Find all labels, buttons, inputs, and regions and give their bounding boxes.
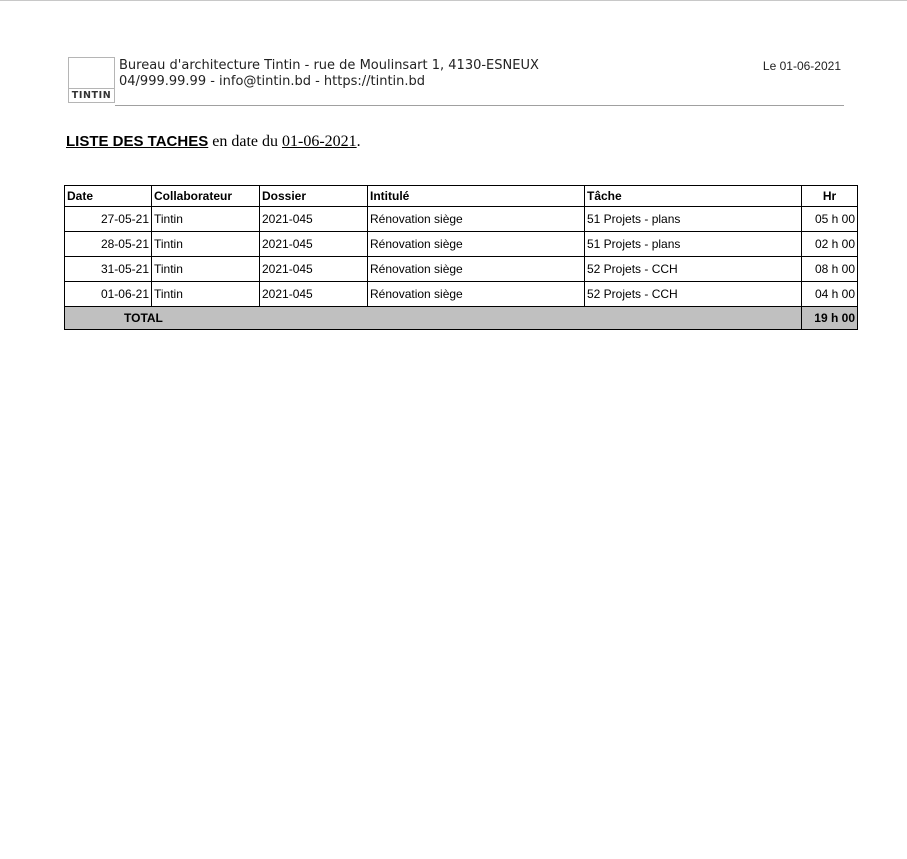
cell-tache: 51 Projets - plans xyxy=(585,207,802,232)
table-row xyxy=(65,257,858,282)
cell-hours: 02 h 00 xyxy=(802,232,858,257)
logo-text: TINTIN xyxy=(69,88,114,102)
cell-intitule: Rénovation siège xyxy=(368,232,585,257)
cell-intitule: Rénovation siège xyxy=(368,207,585,232)
total-row xyxy=(65,307,858,330)
total-hours: 19 h 00 xyxy=(802,307,858,330)
company-contact: 04/999.99.99 - info@tintin.bd - https://tintin.bd xyxy=(119,74,426,89)
cell-dossier: 2021-045 xyxy=(260,282,368,307)
title-end: . xyxy=(356,133,361,150)
title-middle: en date du xyxy=(208,133,282,150)
column-header-intitule: Intitulé xyxy=(368,186,585,207)
column-header-hr: Hr xyxy=(802,186,858,207)
cell-hours: 05 h 00 xyxy=(802,207,858,232)
cell-hours: 08 h 00 xyxy=(802,257,858,282)
cell-dossier: 2021-045 xyxy=(260,257,368,282)
top-border xyxy=(0,0,907,1)
cell-tache: 51 Projets - plans xyxy=(585,232,802,257)
table-header-row xyxy=(65,186,858,207)
cell-collaborateur: Tintin xyxy=(152,207,260,232)
cell-intitule: Rénovation siège xyxy=(368,282,585,307)
title-heading: LISTE DES TACHES xyxy=(66,133,209,150)
column-header-collaborateur: Collaborateur xyxy=(152,186,260,207)
table-row xyxy=(65,282,858,307)
cell-tache: 52 Projets - CCH xyxy=(585,257,802,282)
cell-date: 28-05-21 xyxy=(65,232,152,257)
cell-date: 31-05-21 xyxy=(65,257,152,282)
cell-date: 01-06-21 xyxy=(65,282,152,307)
title-date: 01-06-2021 xyxy=(282,133,357,150)
total-label: TOTAL xyxy=(65,307,802,330)
cell-hours: 04 h 00 xyxy=(802,282,858,307)
page-title xyxy=(66,132,361,152)
cell-dossier: 2021-045 xyxy=(260,232,368,257)
cell-collaborateur: Tintin xyxy=(152,257,260,282)
cell-dossier: 2021-045 xyxy=(260,207,368,232)
cell-intitule: Rénovation siège xyxy=(368,257,585,282)
cell-tache: 52 Projets - CCH xyxy=(585,282,802,307)
cell-date: 27-05-21 xyxy=(65,207,152,232)
table-row xyxy=(65,232,858,257)
tasks-table xyxy=(64,185,858,330)
cell-collaborateur: Tintin xyxy=(152,282,260,307)
column-header-dossier: Dossier xyxy=(260,186,368,207)
header-divider xyxy=(115,105,844,106)
company-address: Bureau d'architecture Tintin - rue de Moulinsart 1, 4130-ESNEUX xyxy=(119,58,539,73)
table-row xyxy=(65,207,858,232)
document-date: Le 01-06-2021 xyxy=(762,59,841,73)
company-info xyxy=(119,58,539,90)
cell-collaborateur: Tintin xyxy=(152,232,260,257)
column-header-tache: Tâche xyxy=(585,186,802,207)
column-header-date: Date xyxy=(65,186,152,207)
company-logo xyxy=(68,57,115,103)
